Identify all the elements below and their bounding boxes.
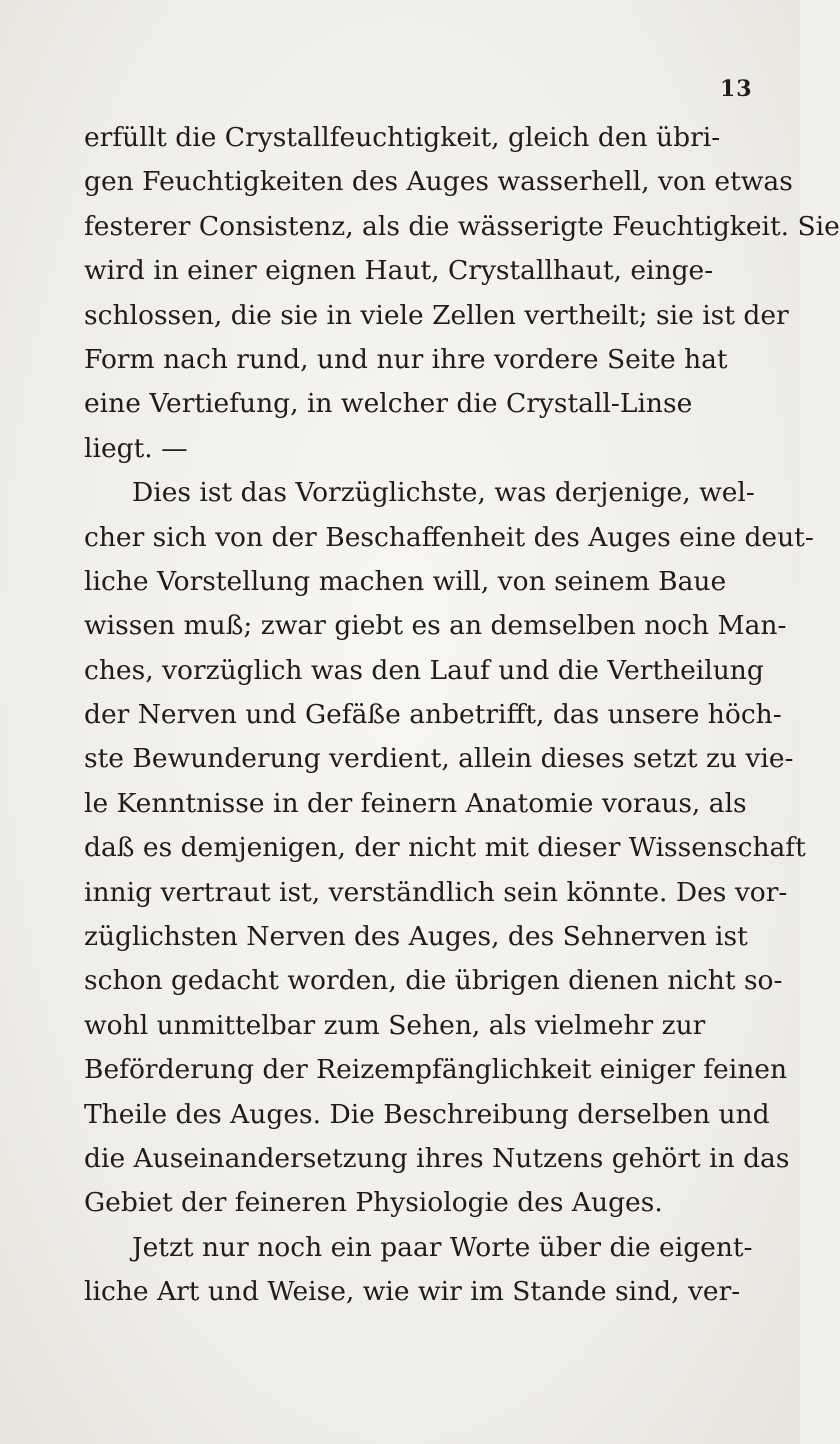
text-line: Gebiet der feineren Physiologie des Auges. (84, 1187, 663, 1219)
text-line: züglichsten Nerven des Auges, des Sehnerven ist (84, 921, 748, 953)
text-line: gen Feuchtigkeiten des Auges wasserhell, von etwas (84, 166, 793, 198)
text-line: cher sich von der Beschaffenheit des Auges eine deut- (84, 521, 814, 553)
text-line: liche Art und Weise, wie wir im Stande sind, ver- (84, 1276, 741, 1308)
text-line: le Kenntnisse in der feinern Anatomie voraus, als (84, 787, 747, 819)
text-line: Form nach rund, und nur ihre vordere Seite hat (84, 343, 728, 375)
text-line: ste Bewunderung verdient, allein dieses setzt zu vie- (84, 743, 794, 775)
text-line: liche Vorstellung machen will, von seinem Baue (84, 565, 727, 597)
page-number: 13 (720, 76, 753, 102)
text-line: wird in einer eignen Haut, Crystallhaut, einge- (84, 255, 714, 287)
text-line: schlossen, die sie in viele Zellen vertheilt; sie ist der (84, 299, 789, 331)
text-line: erfüllt die Crystallfeuchtigkeit, gleich den übri- (84, 122, 721, 153)
paragraph-start-line: Dies ist das Vorzüglichste, was derjenige, wel- (132, 477, 755, 509)
text-line: der Nerven und Gefäße anbetrifft, das unsere höch- (84, 699, 782, 731)
paragraph-start-line: Jetzt nur noch ein paar Worte über die eigent- (132, 1231, 753, 1263)
text-line: festerer Consistenz, als die wässerigte Feuchtigkeit. Sie (84, 210, 840, 242)
text-line: ches, vorzüglich was den Lauf und die Vertheilung (84, 654, 764, 686)
text-line: liegt. — (84, 432, 188, 464)
text-line: wissen muß; zwar giebt es an demselben noch Man- (84, 610, 787, 642)
body-text (84, 116, 840, 1315)
text-line: die Auseinandersetzung ihres Nutzens gehört in das (84, 1142, 790, 1174)
text-line: Theile des Auges. Die Beschreibung derselben und (84, 1098, 770, 1130)
text-line: eine Vertiefung, in welcher die Crystall-Linse (84, 388, 693, 420)
text-line: innig vertraut ist, verständlich sein könnte. Des vor- (84, 876, 788, 908)
text-line: daß es demjenigen, der nicht mit dieser Wissenschaft (84, 832, 806, 864)
text-line: schon gedacht worden, die übrigen dienen nicht so- (84, 965, 783, 997)
text-line: Beförderung der Reizempfänglichkeit einiger feinen (84, 1054, 788, 1086)
text-line: wohl unmittelbar zum Sehen, als vielmehr zur (84, 1009, 706, 1041)
